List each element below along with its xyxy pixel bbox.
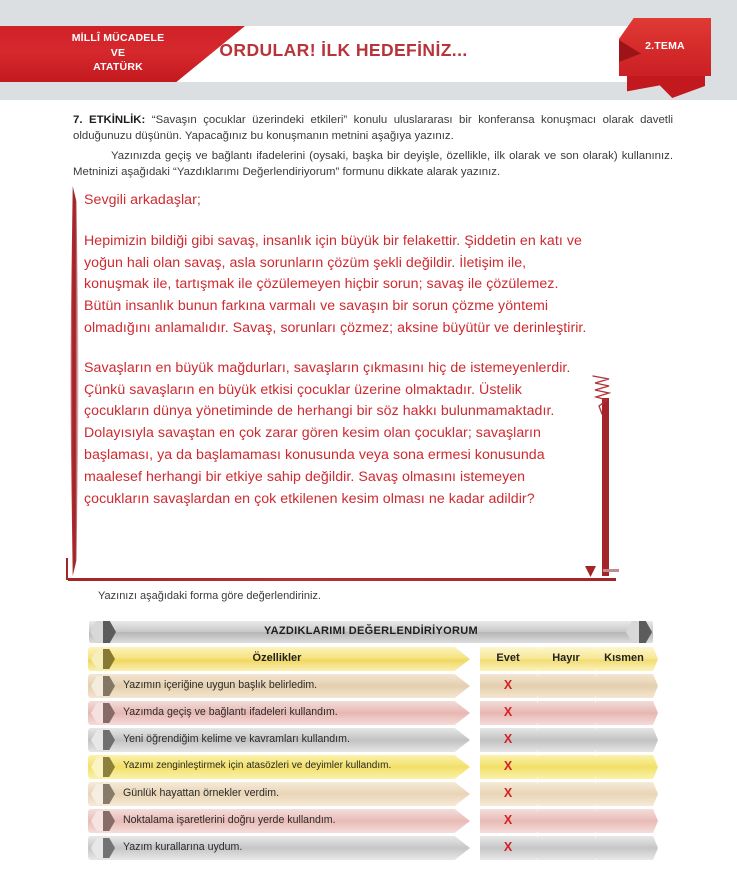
answer-mark: X xyxy=(503,840,513,854)
composition-text xyxy=(84,190,589,510)
left-bracket-foot xyxy=(66,558,84,580)
table-row xyxy=(88,755,654,779)
composition-spacer-1 xyxy=(84,212,589,231)
page-title: ORDULAR! İLK HEDEFİNİZ... xyxy=(219,40,468,60)
evaluation-table-title: YAZDIKLARIMI DEĞERLENDİRİYORUM xyxy=(264,625,478,637)
composition-salutation: Sevgili arkadaşlar; xyxy=(84,192,201,208)
page-header-banner xyxy=(0,0,737,100)
composition-paragraph-1: Hepimizin bildiği gibi savaş, insanlık için büyük bir felakettir. Şiddetin en katı ve yoğun hali olan savaş, asla sorunların çözüm şekli değildir. İletişim ile, konuşmak ile, tartışmak ile çözülemeyen hiçbir sorun; savaş ile çözülemez. Bütün insanlık bunun farkına varmalı ve savaşın bir sorun çözme yöntemi olmadığını anlamalıdır. Savaş, sorunları çözmez; aksine büyütür ve derinleştirir. xyxy=(84,232,587,336)
answer-cell-kısmen[interactable] xyxy=(596,701,658,725)
evaluation-table-title-row xyxy=(88,620,654,644)
answer-mark: X xyxy=(503,786,513,800)
composition-area xyxy=(62,186,617,591)
answer-cell-hayır[interactable] xyxy=(538,755,600,779)
activity-instruction-paragraph-1: “Savaşın çocuklar üzerindeki etkileri” konulu uluslararası bir konferansa konuşmacı olarak davetli olduğunuzu düşünün. Yapacağınız bu konuşmanın metnini aşağıya yazınız. xyxy=(73,114,673,142)
column-header-kismen-label: Kısmen xyxy=(604,652,644,664)
feature-header-label: Özellikler xyxy=(252,652,302,664)
answer-mark: X xyxy=(503,813,513,827)
answer-cell-hayır[interactable] xyxy=(538,728,600,752)
row-label-text: Yeni öğrendiğim kelime ve kavramları kullandım. xyxy=(123,733,350,745)
answer-mark: X xyxy=(503,759,513,773)
table-row xyxy=(88,836,654,860)
bottom-dash-decoration xyxy=(603,569,619,572)
row-label-text: Günlük hayattan örnekler verdim. xyxy=(123,787,280,799)
answer-cell-kısmen[interactable] xyxy=(596,836,658,860)
answer-cell-kısmen[interactable] xyxy=(596,809,658,833)
evaluation-rows xyxy=(88,674,654,860)
row-label-text: Yazımın içeriğine uygun başlık belirledim. xyxy=(123,679,318,691)
column-header-hayir-label: Hayır xyxy=(552,652,580,664)
answer-cell-hayır[interactable] xyxy=(538,674,600,698)
answer-cell-kısmen[interactable] xyxy=(596,728,658,752)
answer-cell-hayır[interactable] xyxy=(538,782,600,806)
unit-label-line2: VE xyxy=(110,46,126,59)
left-bracket-decoration xyxy=(70,186,79,576)
answer-cell-kısmen[interactable] xyxy=(596,674,658,698)
answer-cell-hayır[interactable] xyxy=(538,701,600,725)
activity-number: 7. ETKİNLİK: xyxy=(73,114,146,126)
answer-mark: X xyxy=(503,705,513,719)
answer-cell-kısmen[interactable] xyxy=(596,782,658,806)
row-label-text: Yazımda geçiş ve bağlantı ifadeleri kullandım. xyxy=(123,706,338,718)
evaluation-header-row xyxy=(88,647,654,671)
answer-cell-hayır[interactable] xyxy=(538,809,600,833)
form-caption: Yazınızı aşağıdaki forma göre değerlendiriniz. xyxy=(98,590,321,602)
answer-mark: X xyxy=(503,678,513,692)
composition-spacer-2 xyxy=(84,340,589,358)
theme-ribbon xyxy=(619,18,711,90)
row-label-text: Yazım kurallarına uydum. xyxy=(123,841,243,853)
composition-paragraph-2: Savaşların en büyük mağdurları, savaşların çıkmasını hiç de istemeyenlerdir. Çünkü savaşların en büyük etkisi çocuklar üzerine olmaktadır. Üstelik çocukların dünya yönetiminde de herhangi bir söz hakkı bulunmamaktadır. Dolayısıyla savaştan en çok zarar gören kesim olan çocuklar; savaşların başlaması, ya da başlamaması konusunda veya sona ermesi konusunda maalesef herhangi bir etkiye sahip değildir. Savaş olmasını istemeyen çocukların savaşlardan en çok etkilenen kesim olması ne kadar adildir? xyxy=(84,359,571,507)
evaluation-table xyxy=(88,620,654,863)
row-label-text: Yazımı zenginleştirmek için atasözleri ve deyimler kullandım. xyxy=(123,760,392,771)
answer-cell-hayır[interactable] xyxy=(538,836,600,860)
unit-label-line1: MİLLÎ MÜCADELE xyxy=(71,32,165,44)
table-row xyxy=(88,809,654,833)
activity-instruction-paragraph-2: Yazınızda geçiş ve bağlantı ifadelerini (oysaki, başka bir deyişle, özellikle, ilk olarak ve son olarak) kullanınız. Metninizi aşağıdaki “Yazdıklarımı Değerlendiriyorum” formunu dikkate alarak yazınız. xyxy=(73,150,673,178)
bottom-rule-decoration xyxy=(68,578,616,581)
table-row xyxy=(88,782,654,806)
column-header-evet-label: Evet xyxy=(496,652,520,664)
table-row xyxy=(88,674,654,698)
bottom-arrow-icon xyxy=(585,566,596,577)
activity-instructions xyxy=(73,113,673,180)
squiggle-decoration xyxy=(590,374,612,416)
answer-mark: X xyxy=(503,732,513,746)
right-bracket-decoration xyxy=(602,398,609,576)
row-label-text: Noktalama işaretlerini doğru yerde kullandım. xyxy=(123,814,336,826)
answer-cell-kısmen[interactable] xyxy=(596,755,658,779)
table-row xyxy=(88,701,654,725)
unit-label-line3: ATATÜRK xyxy=(93,61,143,73)
table-row xyxy=(88,728,654,752)
theme-badge-label: 2.TEMA xyxy=(645,40,685,52)
